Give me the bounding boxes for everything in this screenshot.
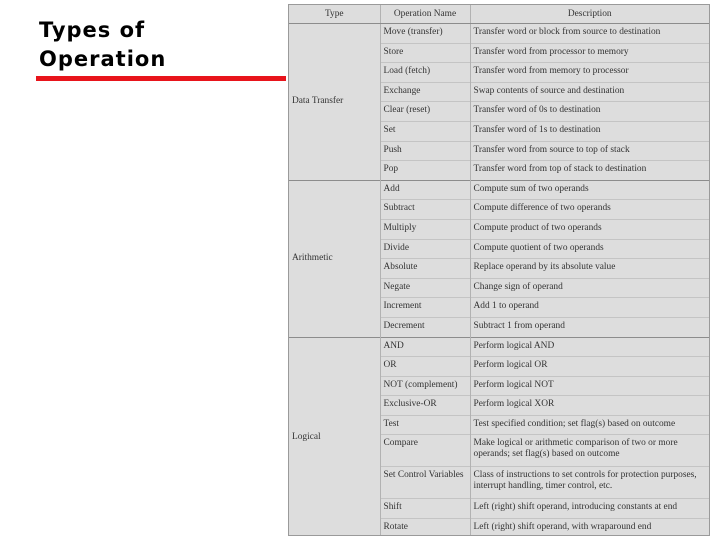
description-cell	[470, 317, 709, 337]
operation-description: Transfer word from source to top of stack	[473, 144, 630, 155]
operation-name-cell	[380, 239, 470, 259]
operation-name-cell	[380, 24, 470, 44]
operation-name-cell	[380, 259, 470, 279]
operation-name-cell	[380, 499, 470, 519]
operation-name: Increment	[383, 301, 422, 312]
operation-name-cell	[380, 467, 470, 499]
description-cell	[470, 102, 709, 122]
operation-name: Store	[383, 46, 404, 57]
operation-name: Shift	[383, 502, 402, 513]
header-type: Type	[289, 5, 380, 24]
description-cell	[470, 121, 709, 141]
operation-name-cell	[380, 180, 470, 200]
description-cell	[470, 219, 709, 239]
description-cell	[470, 519, 709, 536]
operation-description: Make logical or arithmetic comparison of two or more operands; set flag(s) based on outcome	[473, 438, 678, 459]
operation-name-cell	[380, 219, 470, 239]
operation-name-cell	[380, 102, 470, 122]
operation-name-cell	[380, 519, 470, 536]
operation-description: Transfer word of 1s to destination	[473, 124, 601, 135]
description-cell	[470, 200, 709, 220]
description-cell	[470, 63, 709, 83]
operation-name: Load (fetch)	[383, 66, 431, 77]
table-row	[289, 337, 709, 357]
operation-description: Test specified condition; set flag(s) based on outcome	[473, 418, 676, 429]
operation-name: OR	[383, 360, 397, 371]
type-cell: Arithmetic	[289, 180, 380, 337]
operation-description: Left (right) shift operand, introducing constants at end	[473, 502, 678, 513]
description-cell	[470, 180, 709, 200]
operation-name-cell	[380, 435, 470, 467]
operation-description: Transfer word of 0s to destination	[473, 105, 601, 116]
operation-description: Perform logical XOR	[473, 399, 555, 410]
operation-name-cell	[380, 43, 470, 63]
operations-table-image	[288, 4, 710, 536]
operation-description: Swap contents of source and destination	[473, 85, 625, 96]
description-cell	[470, 239, 709, 259]
operation-description: Subtract 1 from operand	[473, 320, 565, 331]
operation-name-cell	[380, 415, 470, 435]
operation-description: Perform logical AND	[473, 340, 555, 351]
operation-name-cell	[380, 298, 470, 318]
operation-name-cell	[380, 161, 470, 181]
operation-description: Compute quotient of two operands	[473, 242, 604, 253]
description-cell	[470, 337, 709, 357]
type-cell: Data Transfer	[289, 24, 380, 181]
operation-name: Exchange	[383, 85, 421, 96]
description-cell	[470, 499, 709, 519]
operation-description: Transfer word from memory to processor	[473, 66, 629, 77]
description-cell	[470, 43, 709, 63]
table-row	[289, 24, 709, 44]
operation-description: Transfer word from top of stack to destination	[473, 164, 647, 175]
operation-name: Absolute	[383, 262, 418, 273]
operation-name-cell	[380, 200, 470, 220]
operation-description: Compute sum of two operands	[473, 183, 589, 194]
operation-name: Compare	[383, 438, 418, 449]
operation-description: Change sign of operand	[473, 281, 563, 292]
operation-name: Decrement	[383, 320, 425, 331]
description-cell	[470, 161, 709, 181]
operation-name: Multiply	[383, 222, 417, 233]
operation-name: Divide	[383, 242, 410, 253]
operation-name-cell	[380, 376, 470, 396]
operation-name: Negate	[383, 281, 411, 292]
description-cell	[470, 376, 709, 396]
header-description: Description	[470, 5, 709, 24]
table-row	[289, 180, 709, 200]
operation-name: Exclusive-OR	[383, 399, 437, 410]
description-cell	[470, 24, 709, 44]
operation-name: Move (transfer)	[383, 27, 443, 37]
operation-name: Pop	[383, 164, 399, 175]
operation-name-cell	[380, 63, 470, 83]
description-cell	[470, 141, 709, 161]
description-cell	[470, 396, 709, 416]
operation-description: Replace operand by its absolute value	[473, 262, 616, 273]
description-cell	[470, 357, 709, 377]
description-cell	[470, 467, 709, 499]
title-underline-bar	[36, 76, 286, 81]
description-cell	[470, 278, 709, 298]
operation-name-cell	[380, 317, 470, 337]
description-cell	[470, 82, 709, 102]
header-operation-name: Operation Name	[380, 5, 470, 24]
operation-description: Perform logical OR	[473, 360, 548, 371]
description-cell	[470, 435, 709, 467]
operation-name-cell	[380, 337, 470, 357]
operation-name: Set Control Variables	[383, 470, 464, 481]
operation-name-cell	[380, 278, 470, 298]
operation-description: Class of instructions to set controls for protection purposes, interrupt handling, timer control, etc.	[473, 470, 697, 491]
operations-table	[289, 5, 709, 536]
operation-description: Left (right) shift operand, with wraparound end	[473, 522, 652, 533]
operation-description: Transfer word from processor to memory	[473, 46, 629, 57]
operation-name-cell	[380, 357, 470, 377]
operation-description: Perform logical NOT	[473, 379, 554, 390]
operation-name-cell	[380, 396, 470, 416]
slide-title-line-2: Operation	[39, 47, 167, 71]
type-cell: Logical	[289, 337, 380, 536]
operation-name-cell	[380, 82, 470, 102]
table-body	[289, 24, 709, 537]
operation-name: Set	[383, 124, 396, 135]
operation-name: AND	[383, 340, 404, 351]
operation-name: Add	[383, 183, 400, 194]
slide-title-line-1: Types of	[39, 18, 146, 42]
table-header-row	[289, 5, 709, 24]
operation-name: Push	[383, 144, 402, 155]
operation-name: NOT (complement)	[383, 379, 458, 390]
operation-description: Add 1 to operand	[473, 301, 539, 312]
operation-description: Compute difference of two operands	[473, 203, 611, 214]
operation-name-cell	[380, 141, 470, 161]
description-cell	[470, 298, 709, 318]
description-cell	[470, 415, 709, 435]
operation-name: Rotate	[383, 522, 408, 533]
operation-description: Transfer word or block from source to destination	[473, 27, 661, 37]
operation-name: Test	[383, 418, 399, 429]
operation-name-cell	[380, 121, 470, 141]
slide-title	[39, 16, 166, 74]
operation-description: Compute product of two operands	[473, 222, 602, 233]
operation-name: Subtract	[383, 203, 415, 214]
operation-name: Clear (reset)	[383, 105, 431, 116]
description-cell	[470, 259, 709, 279]
